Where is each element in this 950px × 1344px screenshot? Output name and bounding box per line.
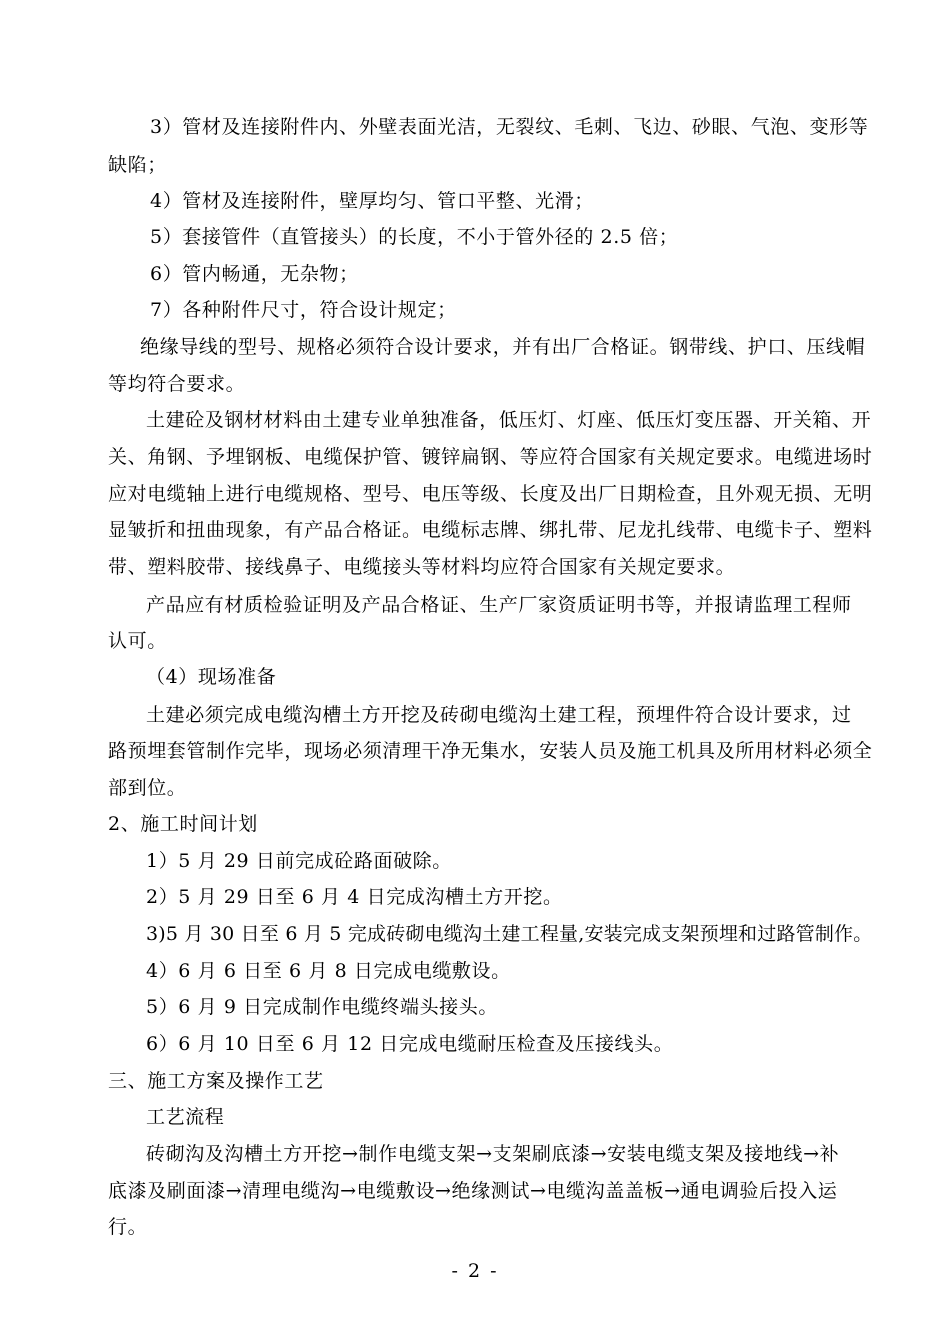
text-line: 土建必须完成电缆沟槽土方开挖及砖砌电缆沟土建工程，预埋件符合设计要求，过	[146, 704, 852, 726]
text-line: 砖砌沟及沟槽土方开挖→制作电缆支架→支架刷底漆→安装电缆支架及接地线→补	[146, 1143, 840, 1165]
text-line: 认可。	[108, 630, 167, 652]
section-heading: 工艺流程	[146, 1106, 225, 1128]
text-line: 缺陷；	[108, 154, 167, 176]
section-heading: 三、施工方案及操作工艺	[108, 1070, 324, 1092]
text-line: 等均符合要求。	[108, 373, 246, 395]
text-line: 5）6 月 9 日完成制作电缆终端头接头。	[146, 996, 498, 1018]
text-line: 部到位。	[108, 777, 187, 799]
text-line: 3）管材及连接附件内、外壁表面光洁，无裂纹、毛刺、飞边、砂眼、气泡、变形等	[150, 116, 869, 138]
page-number: - 2 -	[451, 1260, 499, 1282]
text-line: 2）5 月 29 日至 6 月 4 日完成沟槽土方开挖。	[146, 886, 563, 908]
section-heading: 2、施工时间计划	[108, 813, 258, 835]
text-line: 关、角钢、予埋钢板、电缆保护管、镀锌扁钢、等应符合国家有关规定要求。电缆进场时	[108, 446, 873, 468]
text-line: 产品应有材质检验证明及产品合格证、生产厂家资质证明书等，并报请监理工程师	[146, 594, 852, 616]
text-line: 路预埋套管制作完毕，现场必须清理干净无集水，安装人员及施工机具及所用材料必须全	[108, 740, 873, 762]
section-heading: （4）现场准备	[146, 666, 277, 688]
text-line: 4）管材及连接附件，壁厚均匀、管口平整、光滑；	[150, 190, 594, 212]
text-line: 4）6 月 6 日至 6 月 8 日完成电缆敷设。	[146, 960, 511, 982]
text-line: 绝缘导线的型号、规格必须符合设计要求，并有出厂合格证。钢带线、护口、压线帽	[140, 336, 866, 358]
text-line: 行。	[108, 1216, 148, 1238]
text-line: 6）6 月 10 日至 6 月 12 日完成电缆耐压检查及压接线头。	[146, 1033, 674, 1055]
text-line: 土建砼及钢材材料由土建专业单独准备，低压灯、灯座、低压灯变压器、开关箱、开	[146, 409, 872, 431]
text-line: 显皱折和扭曲现象，有产品合格证。电缆标志牌、绑扎带、尼龙扎线带、电缆卡子、塑料	[108, 519, 873, 541]
text-line: 应对电缆轴上进行电缆规格、型号、电压等级、长度及出厂日期检查，且外观无损、无明	[108, 483, 873, 505]
text-line: 3)5 月 30 日至 6 月 5 完成砖砌电缆沟土建工程量,安装完成支架预埋和过路管制作。	[146, 923, 873, 945]
text-line: 6）管内畅通，无杂物；	[150, 263, 359, 285]
text-line: 带、塑料胶带、接线鼻子、电缆接头等材料均应符合国家有关规定要求。	[108, 556, 736, 578]
text-line: 7）各种附件尺寸，符合设计规定；	[150, 299, 457, 321]
text-line: 底漆及刷面漆→清理电缆沟→电缆敷设→绝缘测试→电缆沟盖盖板→通电调验后投入运	[108, 1180, 838, 1202]
text-line: 5）套接管件（直管接头）的长度，不小于管外径的 2.5 倍；	[150, 226, 679, 248]
text-line: 1）5 月 29 日前完成砼路面破除。	[146, 850, 452, 872]
